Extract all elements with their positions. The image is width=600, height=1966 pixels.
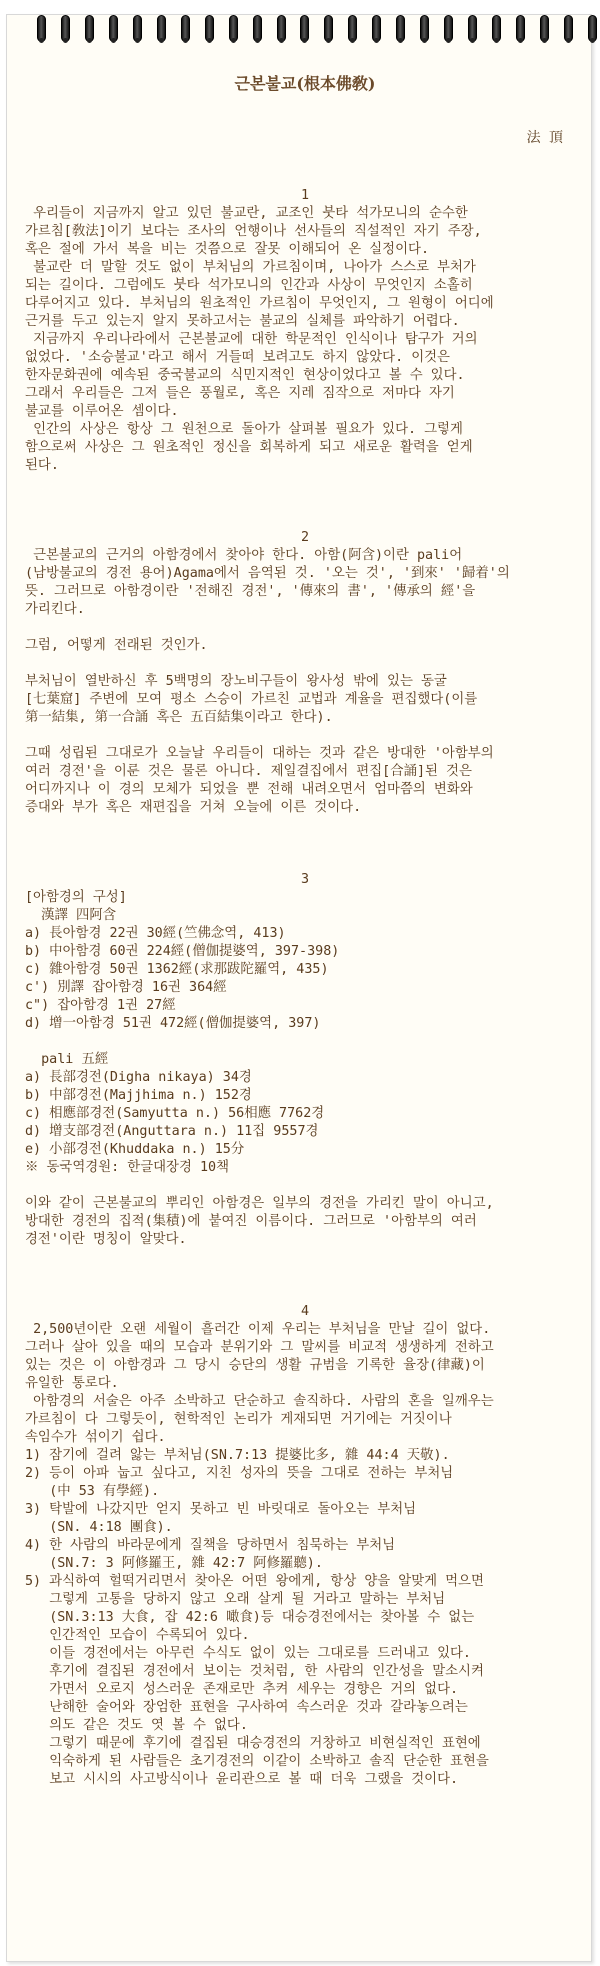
text-line: 가리킨다. [25, 602, 85, 617]
text-line: 속임수가 섞이기 쉽다. [25, 1430, 166, 1445]
binding-ring [396, 15, 405, 42]
binding-ring [85, 15, 94, 42]
blank-line [25, 1033, 585, 1051]
section-number: 3 [300, 872, 310, 887]
text-line: 그럼, 어떻게 전래된 것인가. [25, 638, 208, 653]
text-line: 아함경의 서술은 아주 소박하고 단순하고 솔직하다. 사람의 혼을 일깨우는 [25, 1394, 494, 1409]
text-line: 된다. [25, 458, 59, 473]
page-title: 근본불교(根本佛敎) [234, 74, 376, 93]
text-line: 1) 잠기에 걸려 앓는 부처님(SN.7:13 提婆比多, 雜 44:4 天敬). [25, 1448, 450, 1463]
section-text [25, 547, 585, 817]
text-line: 이들 경전에서는 아무런 수식도 없이 있는 그대로를 드러내고 있다. [25, 1646, 471, 1661]
text-line: [七葉窟] 주변에 모여 평소 스승이 가르친 교법과 계율을 편집했다(이를 [25, 692, 478, 707]
binding-ring [133, 15, 142, 42]
text-line: 漢譯 四阿含 [25, 908, 117, 923]
text-line: (SN.7: 3 阿修羅王, 雜 42:7 阿修羅聽). [25, 1556, 323, 1571]
binding-ring [564, 15, 573, 42]
text-line: 여러 경전'을 이룬 것은 물론 아니다. 제일결집에서 편집[合誦]된 것은 [25, 764, 472, 779]
text-line: 불교란 더 말할 것도 없이 부처님의 가르침이며, 나아가 스스로 부처가 [25, 260, 476, 275]
text-line: 있는 것은 이 아함경과 그 당시 승단의 생활 규범을 기록한 율장(律藏)이 [25, 1358, 485, 1373]
text-line: 되는 길이다. 그럼에도 붓타 석가모니의 인간과 사상이 무엇인지 소홀히 [25, 278, 473, 293]
text-line: c) 雜아함경 50권 1362經(求那跋陀羅역, 435) [25, 962, 329, 977]
text-line: 그때 성립된 그대로가 오늘날 우리들이 대하는 것과 같은 방대한 '아함부의 [25, 746, 494, 761]
text-line: 인간적인 모습이 수록되어 있다. [25, 1628, 250, 1643]
binding-ring [540, 15, 549, 42]
text-line: 익숙하게 된 사람들은 초기경전의 이같이 소박하고 솔직 단순한 표현을 [25, 1754, 489, 1769]
text-line: c') 別譯 잡아함경 16권 364經 [25, 980, 227, 995]
text-line: 5) 과식하여 헐떡거리면서 찾아온 어떤 왕에게, 항상 양을 알맞게 먹으면 [25, 1574, 484, 1589]
binding-ring [348, 15, 357, 42]
text-line: 후기에 결집된 경전에서 보이는 것처럼, 한 사람의 인간성을 말소시켜 [25, 1664, 484, 1679]
text-line: 가르침이 다 그렇듯이, 현학적인 논리가 게재되면 거기에는 거짓이나 [25, 1412, 452, 1427]
text-line: 불교를 이루어온 셈이다. [25, 404, 179, 419]
text-line: 유일한 통로다. [25, 1376, 119, 1391]
section-number: 2 [300, 530, 310, 545]
text-line: 다루어지고 있다. 부처님의 원초적인 가르침이 무엇인지, 그 원형이 어디에 [25, 296, 494, 311]
blank-line [25, 1177, 585, 1195]
spiral-binding [37, 15, 597, 45]
text-line: 없었다. '소승불교'라고 해서 거들떠 보려고도 하지 않았다. 이것은 [25, 350, 450, 365]
notepad-paper [6, 14, 592, 1962]
blank-line [25, 727, 585, 745]
binding-ring [588, 15, 597, 42]
text-line: 인간의 사상은 항상 그 원천으로 돌아가 살펴볼 필요가 있다. 그렇게 [25, 422, 463, 437]
text-line: e) 小部경전(Khuddaka n.) 15分 [25, 1142, 245, 1157]
text-line: 뜻. 그러므로 아함경이란 '전해진 경전', '傳來의 書', '傳承의 經'을 [25, 584, 476, 599]
binding-ring [468, 15, 477, 42]
section-3 [25, 871, 585, 1249]
text-line: d) 增支部경전(Anguttara n.) 11집 9557경 [25, 1124, 319, 1139]
text-line: 3) 탁발에 나갔지만 얻지 못하고 빈 바릿대로 돌아오는 부처님 [25, 1502, 417, 1517]
text-line: a) 長아함경 22권 30經(竺佛念역, 413) [25, 926, 286, 941]
binding-ring [444, 15, 453, 42]
text-line: 그렇기 때문에 후기에 결집된 대승경전의 거창하고 비현실적인 표현에 [25, 1736, 481, 1751]
section-1 [25, 187, 585, 475]
text-line: c) 相應部경전(Samyutta n.) 56相應 7762경 [25, 1106, 325, 1121]
section-text [25, 889, 585, 1249]
binding-ring [205, 15, 214, 42]
text-line: 의도 같은 것도 엿 볼 수 없다. [25, 1718, 248, 1733]
text-line: b) 中部경전(Majjhima n.) 152경 [25, 1088, 252, 1103]
text-line: 한자문화권에 예속된 중국불교의 식민지적인 현상이었다고 볼 수 있다. [25, 368, 465, 383]
text-line: 증대와 부가 혹은 재편집을 거쳐 오늘에 이른 것이다. [25, 800, 362, 815]
text-line: pali 五經 [25, 1052, 109, 1067]
binding-ring [516, 15, 525, 42]
text-line: 이와 같이 근본불교의 뿌리인 아함경은 일부의 경전을 가리킨 말이 아니고, [25, 1196, 494, 1211]
text-line: 부처님이 열반하신 후 5백명의 장노비구들이 왕사성 밖에 있는 동굴 [25, 674, 447, 689]
binding-ring [324, 15, 333, 42]
text-line: 함으로써 사상은 그 원초적인 정신을 회복하게 되고 새로운 활력을 얻게 [25, 440, 473, 455]
section-number: 4 [300, 1304, 310, 1319]
text-line: 우리들이 지금까지 알고 있던 불교란, 교조인 붓타 석가모니의 순수한 [25, 206, 468, 221]
blank-line [25, 655, 585, 673]
text-line: 근거를 두고 있는지 알지 못하고서는 불교의 실체를 파악하기 어렵다. [25, 314, 460, 329]
binding-ring [372, 15, 381, 42]
binding-ring [229, 15, 238, 42]
binding-ring [109, 15, 118, 42]
binding-ring [300, 15, 309, 42]
text-line: 4) 한 사람의 바라문에게 질책을 당하면서 침묵하는 부처님 [25, 1538, 396, 1553]
section-text [25, 1321, 585, 1789]
text-line: d) 增一아함경 51권 472經(僧伽提婆역, 397) [25, 1016, 321, 1031]
text-line: c") 잡아함경 1권 27經 [25, 998, 176, 1013]
text-line: ※ 동국역경원: 한글대장경 10책 [25, 1160, 230, 1175]
section-text [25, 205, 585, 475]
text-line: 난해한 술어와 장엄한 표현을 구사하여 속스러운 것과 갈라놓으려는 [25, 1700, 468, 1715]
text-line: 지금까지 우리나라에서 근본불교에 대한 학문적인 인식이나 탐구가 거의 [25, 332, 478, 347]
text-line: 근본불교의 근거의 아함경에서 찾아야 한다. 아함(阿含)이란 pali어 [25, 548, 463, 563]
binding-ring [492, 15, 501, 42]
blank-line [25, 619, 585, 637]
text-line: b) 中아함경 60권 224經(僧伽提婆역, 397-398) [25, 944, 340, 959]
binding-ring [37, 15, 46, 42]
binding-ring [181, 15, 190, 42]
binding-ring [420, 15, 429, 42]
text-line: 第一結集, 第一合誦 혹은 五百結集이라고 한다). [25, 710, 333, 725]
binding-ring [61, 15, 70, 42]
text-line: [아함경의 구성] [25, 890, 127, 905]
text-line: 어디까지나 이 경의 모체가 되었을 뿐 전해 내려오면서 엄마쯤의 변화와 [25, 782, 473, 797]
text-line: a) 長部경전(Digha nikaya) 34경 [25, 1070, 252, 1085]
text-line: 그러나 살아 있을 때의 모습과 분위기와 그 말씨를 비교적 생생하게 전하고 [25, 1340, 494, 1355]
section-number: 1 [300, 188, 310, 203]
author-name: 法 頂 [526, 130, 563, 146]
binding-ring [157, 15, 166, 42]
text-line: (남방불교의 경전 용어)Agama에서 음역된 것. '오는 것', '到來' '歸着'의 [25, 566, 510, 581]
text-line: 경전'이란 명칭이 알맞다. [25, 1232, 187, 1247]
text-line: 그렇게 고통을 당하지 않고 오래 살게 될 거라고 말하는 부처님 [25, 1592, 446, 1607]
text-line: 2,500년이란 오랜 세월이 흘러간 이제 우리는 부처님을 만날 길이 없다. [25, 1322, 491, 1337]
document-body [25, 69, 585, 1789]
text-line: 가면서 오로지 성스러운 존재로만 추켜 세우는 경향은 거의 없다. [25, 1682, 459, 1697]
text-line: 방대한 경전의 집적(集積)에 붙여진 이름이다. 그러므로 '아함부의 여러 [25, 1214, 477, 1229]
text-line: 가르침[敎法]이기 보다는 조사의 언행이나 선사들의 직설적인 자기 주장, [25, 224, 482, 239]
binding-ring [253, 15, 262, 42]
text-line: 보고 시시의 사고방식이나 윤리관으로 볼 때 더욱 그랬을 것이다. [25, 1772, 459, 1787]
text-line: 그래서 우리들은 그저 들은 풍월로, 혹은 지레 짐작으로 저마다 자기 [25, 386, 455, 401]
text-line: (SN.3:13 大食, 잡 42:6 噉食)등 대승경전에서는 찾아볼 수 없는 [25, 1610, 475, 1625]
text-line: (SN. 4:18 團食). [25, 1520, 173, 1535]
text-line: (中 53 有學經). [25, 1484, 160, 1499]
section-4 [25, 1303, 585, 1789]
binding-ring [277, 15, 286, 42]
text-line: 2) 등이 아파 눕고 싶다고, 지친 성자의 뜻을 그대로 전하는 부처님 [25, 1466, 454, 1481]
text-line: 혹은 절에 가서 복을 비는 것쯤으로 잘못 이해되어 온 실정이다. [25, 242, 429, 257]
section-2 [25, 529, 585, 817]
